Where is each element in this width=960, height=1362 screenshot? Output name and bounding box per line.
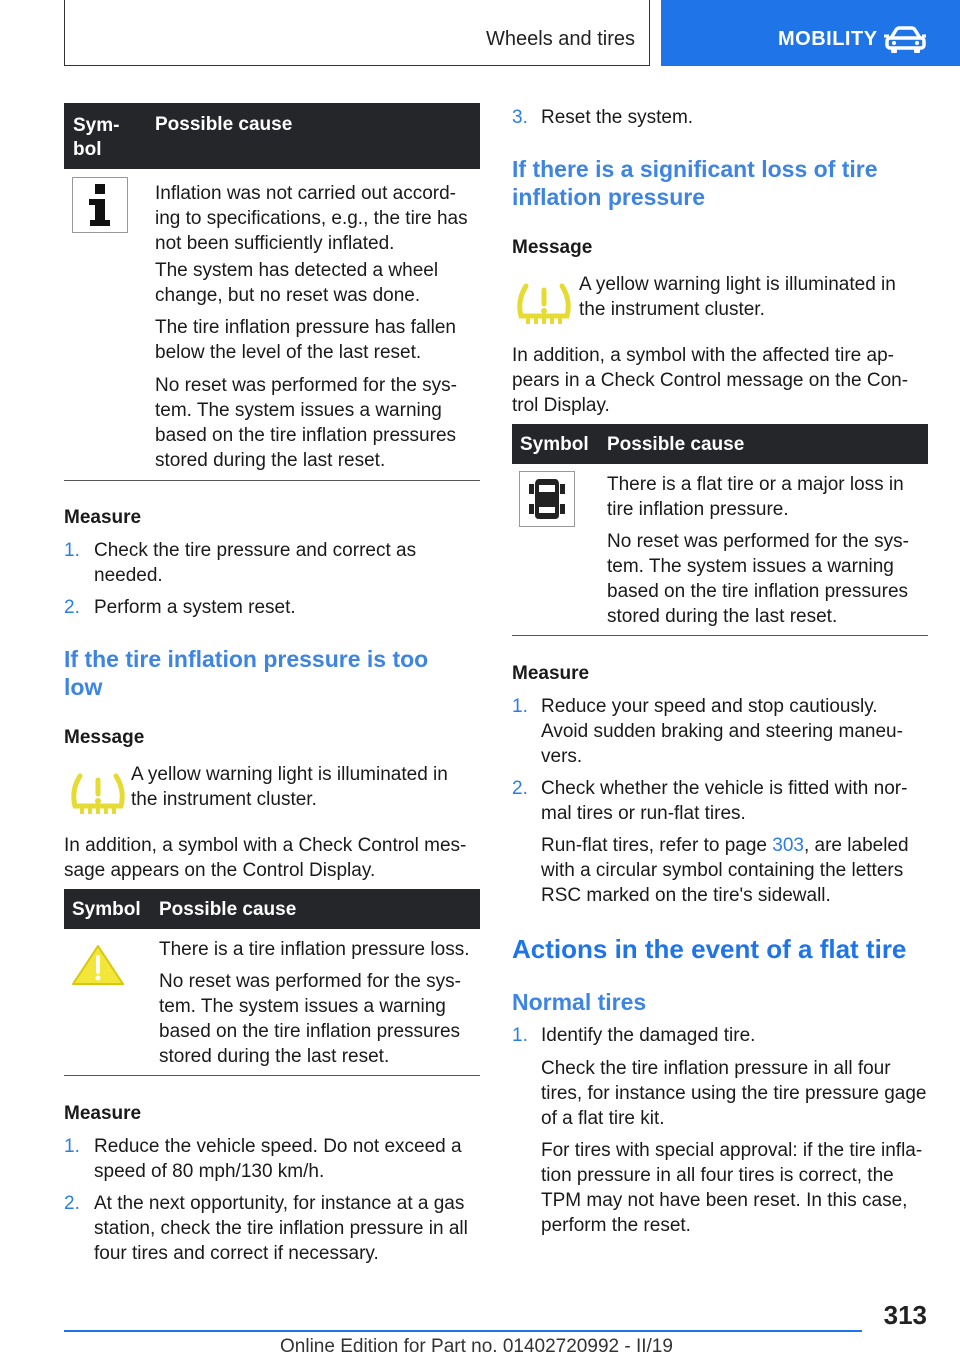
table3-header [512,424,928,464]
measure1-title: Measure [64,507,142,528]
measure2-title: Measure [64,1103,142,1124]
measure3-num-1: 1. [512,696,528,717]
section-low-message-title: Message [64,727,145,748]
flat-step1-para1: Check the tire inflation pressure in all four tires, for instance using the tire pressure gage of a flat tire kit. [541,1058,927,1129]
table1-cause-2: The system has detected a wheel change, but no reset was done. [155,260,439,306]
header-chapter-title: MOBILITY [778,28,878,50]
page-link-303[interactable]: 303 [772,835,804,856]
table2-cause-1: There is a tire inflation pressure loss. [159,939,470,960]
table3-cause-1: There is a flat tire or a major loss in tire inflation pressure. [607,474,904,520]
measure3-num-2: 2. [512,778,528,799]
header-section-box [64,0,650,66]
step3-num: 3. [512,107,528,128]
measure3-step-2: Check whether the vehicle is fitted with nor- mal tires or run-flat tires. [541,778,908,824]
flat-step1-text: Identify the damaged tire. [541,1025,756,1046]
runflat-pre: Run-flat tires, refer to page [541,835,773,856]
flat-step1-num: 1. [512,1025,528,1046]
table3-cause-2: No reset was performed for the sys- tem. The system issues a warning based on the tire inflation pressures stored during the last reset. [607,531,909,627]
table2-header [64,889,480,929]
flat-tire-heading: Actions in the event of a flat tire [512,934,907,964]
table1-cause-4: No reset was performed for the sys- tem. The system issues a warning based on the tire inflation pressures stored during the last reset. [155,375,457,471]
flat-step1-para2: For tires with special approval: if the tire infla- tion pressure in all four tires is correct, the TPM may not have been reset. In this case, perform the reset. [541,1140,923,1236]
step3-text: Reset the system. [541,107,694,128]
measure1-num-1: 1. [64,540,80,561]
measure2-num-2: 2. [64,1193,80,1214]
page-number: 313 [883,1300,927,1330]
table3-bottom-rule [512,635,928,636]
runflat-note [541,833,909,908]
vehicle-tire-icon [519,471,575,527]
tire-pressure-warning-icon [514,282,574,330]
table3-col-cause: Possible cause [607,434,745,455]
table2-col-symbol: Symbol [72,899,141,920]
table1-header [64,103,480,169]
measure2-step-1: Reduce the vehicle speed. Do not exceed a speed of 80 mph/130 km/h. [94,1136,462,1182]
warning-triangle-icon [70,943,126,987]
footer-rule [64,1330,862,1332]
measure3-title: Measure [512,663,590,684]
table1-cause-3: The tire inflation pressure has fallen below the level of the last reset. [155,317,456,363]
table2-bottom-rule [64,1075,480,1076]
section-loss-addition: In addition, a symbol with the affected tire ap- pears in a Check Control message on the Con- trol Display. [512,345,909,416]
info-icon [72,177,128,233]
measure3-step-1: Reduce your speed and stop cautiously. Avoid sudden braking and steering maneu- vers. [541,696,903,767]
section-loss-message-text: A yellow warning light is illuminated in the instrument cluster. [579,274,896,320]
measure2-num-1: 1. [64,1136,80,1157]
section-low-heading: If the tire inflation pressure is too low [64,646,429,700]
section-low-addition: In addition, a symbol with a Check Control mes- sage appears on the Control Display. [64,835,467,881]
table1-bottom-rule [64,480,480,481]
table1-col-cause: Possible cause [155,114,293,135]
table1-cause-1: Inflation was not carried out accord- ing to specifications, e.g., the tire has not been sufficiently inflated. [155,183,468,254]
tire-pressure-warning-icon [68,772,128,820]
measure2-step-2: At the next opportunity, for instance at a gas station, check the tire inflation pressure in all four tires and correct if necessary. [94,1193,468,1264]
runflat-post: , are labeled with a circular symbol containing the letters RSC marked on the tire's sidewall. [541,835,909,906]
section-low-message-text: A yellow warning light is illuminated in the instrument cluster. [131,764,448,810]
table1-col-symbol: Sym- bol [73,115,120,160]
measure1-step-2: Perform a system reset. [94,597,296,618]
header-chapter-tab[interactable] [661,0,960,66]
section-loss-message-title: Message [512,237,593,258]
footer-edition: Online Edition for Part no. 01402720992 - II/19 [280,1336,673,1357]
table3-col-symbol: Symbol [520,434,589,455]
normal-tires-subheading: Normal tires [512,989,647,1015]
header-section-title: Wheels and tires [486,28,635,50]
table2-col-cause: Possible cause [159,899,297,920]
measure1-step-1: Check the tire pressure and correct as needed. [94,540,417,586]
measure1-num-2: 2. [64,597,80,618]
car-icon [883,26,927,54]
table2-cause-2: No reset was performed for the sys- tem. The system issues a warning based on the tire inflation pressures stored during the last reset. [159,971,461,1067]
section-loss-heading: If there is a significant loss of tire inflation pressure [512,156,878,210]
